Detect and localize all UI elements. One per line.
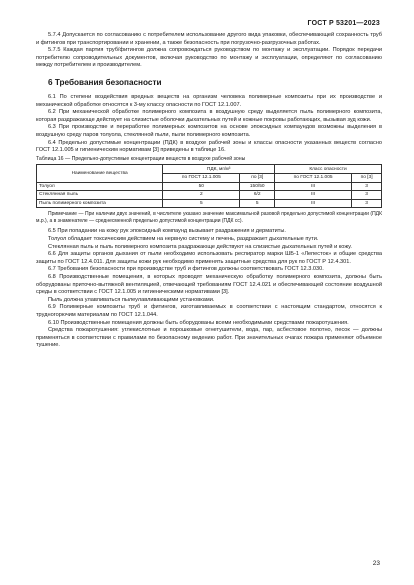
table-cell: 3 [352,199,382,208]
paragraph: Стеклянная пыль и пыль полимерного композита раздражающе действуют на слизистые дыхательных путей и кожу. [48,243,352,250]
table-cell: Пыль полимерного композита [37,199,163,208]
col-substance: Наименование вещества [37,165,163,182]
table-cell: III [275,182,352,191]
sub-ref: по [3] [240,173,275,182]
paragraph: 6.8 Производственные помещения, в которых проводят механическую обработку полимерного композита, должны быть оборудованы приточно-вытяжной вентиляцией, отвечающей требованиям ГОСТ 12.4.021 и обеспечивающей состояние воздушной среды в соответствии с ГОСТ 12.1.005 и гигиеническими нормативами [3]. [36,274,382,296]
paragraph: 5.7.5 Каждая партия труб/фитингов должна сопровождаться руководством по монтажу и эксплуатации. Порядок передачи потребителю сопроводительных документов, включая руководство по монтажу и эксплуатации, определяют по согласованию между потребителем и производителем. [36,47,382,69]
table-cell: 150/50 [240,182,275,191]
table-caption: Таблица 16 — Предельно-допустимые концентрации веществ в воздухе рабочей зоны [36,155,246,162]
paragraph: 6.10 Производственные помещения должны быть оборудованы всеми необходимыми средствами пожаротушения. [48,319,349,326]
paragraph: 6.5 При попадании на кожу рук эпоксидный компаунд вызывает раздражения и дерматиты. [48,228,286,235]
table-note: Примечание — При наличии двух значений, в числителе указано значение максимальной разовой предельно допустимой концентрации (ПДК м.р.), а в знаменателе — среднесменной предельно допустимой концентрации (ПДК сс). [36,211,382,224]
sub-gost: по ГОСТ 12.1.005 [275,173,352,182]
section-title: 6 Требования безопасности [48,77,162,87]
table-cell: 5 [240,199,275,208]
paragraph: 5.7.4 Допускается по согласованию с потребителем использование другого вида упаковки, обеспечивающей сохранность труб и фитингов при транспортировании и хранении, а также безопасность при погрузочно-разгрузочных работах. [36,32,382,46]
table-cell: Стеклянная пыль [37,191,163,200]
table-row [37,191,382,200]
page-number: 23 [372,560,380,567]
table-row [37,199,382,208]
sub-gost: по ГОСТ 12.1.005 [163,173,240,182]
table-cell: Толуол [37,182,163,191]
paragraph: 6.1 По степени воздействия вредных веществ на организм человека полимерные композиты при их производстве и механической обработке относятся к 3-му классу опасности по ГОСТ 12.1.007. [36,93,382,108]
standard-header: ГОСТ Р 53201—2023 [307,20,380,27]
paragraph: 6.4 Предельно допустимые концентрации (ПДК) в воздухе рабочей зоны и классы опасности указанных веществ согласно ГОСТ 12.1.005 и гигиеническим нормативам [3] приведены в таблице 16. [36,139,382,154]
table-cell: 5 [163,199,240,208]
document-body [36,32,382,350]
group-pdk: ПДК, мг/м³ [163,165,275,174]
table-cell: III [275,191,352,200]
table-cell: 3 [352,191,382,200]
paragraph: 6.7 Требования безопасности при производстве труб и фитингов должны соответствовать ГОСТ 12.3.030. [48,266,324,273]
table-cell: 50 [163,182,240,191]
group-class: Класс опасности [275,165,382,174]
paragraph: Пыль должна улавливаться пылеулавливающими установками. [48,296,215,303]
table-cell: III [275,199,352,208]
table-cell: 3 [352,182,382,191]
table-cell: 6/2 [240,191,275,200]
paragraph: 6.2 При механической обработке полимерного композита в воздушную среду выделяется пыль полимерного композита, которая раздражающе действует на слизистые оболочки дыхательных путей и кожные покровы работающих, вызывая зуд кожи. [36,109,382,123]
paragraph: 6.9 Полимерные композиты труб и фитингов, изготавливаемых в соответствии с настоящим стандартом, относятся к трудногорючим материалам по ГОСТ 12.1.044. [36,304,382,318]
paragraph: Толуол обладает токсическим действием на нервную систему и печень, раздражает дыхательные пути. [48,236,319,243]
sub-ref: по [3] [352,173,382,182]
table-cell: 2 [163,191,240,200]
paragraph: Средства пожаротушения: углекислотные и порошковые огнетушители, вода, пар, асбестовое полотно, песок — должны применяться в соответствии с правилами по безопасному ведению работ. При значительных очагах пожара применяют объемное тушение. [36,327,382,349]
paragraph: 6.3 При производстве и переработке полимерных композитов на основе эпоксидных компаундов возможны выделения в воздушную среду паров толуола, стеклянной пыли, пыли полимерного композита. [36,124,382,138]
pdk-table [36,164,382,208]
paragraph: 6.6 Для защиты органов дыхания от пыли необходимо использовать респиратор марки ШБ-1 «Лепесток» и общие средства защиты по ГОСТ 12.4.011. Для защиты кожи рук необходимо применять защитные средства для рук по ГОСТ Р 12.4.301. [36,251,382,265]
table-row [37,182,382,191]
